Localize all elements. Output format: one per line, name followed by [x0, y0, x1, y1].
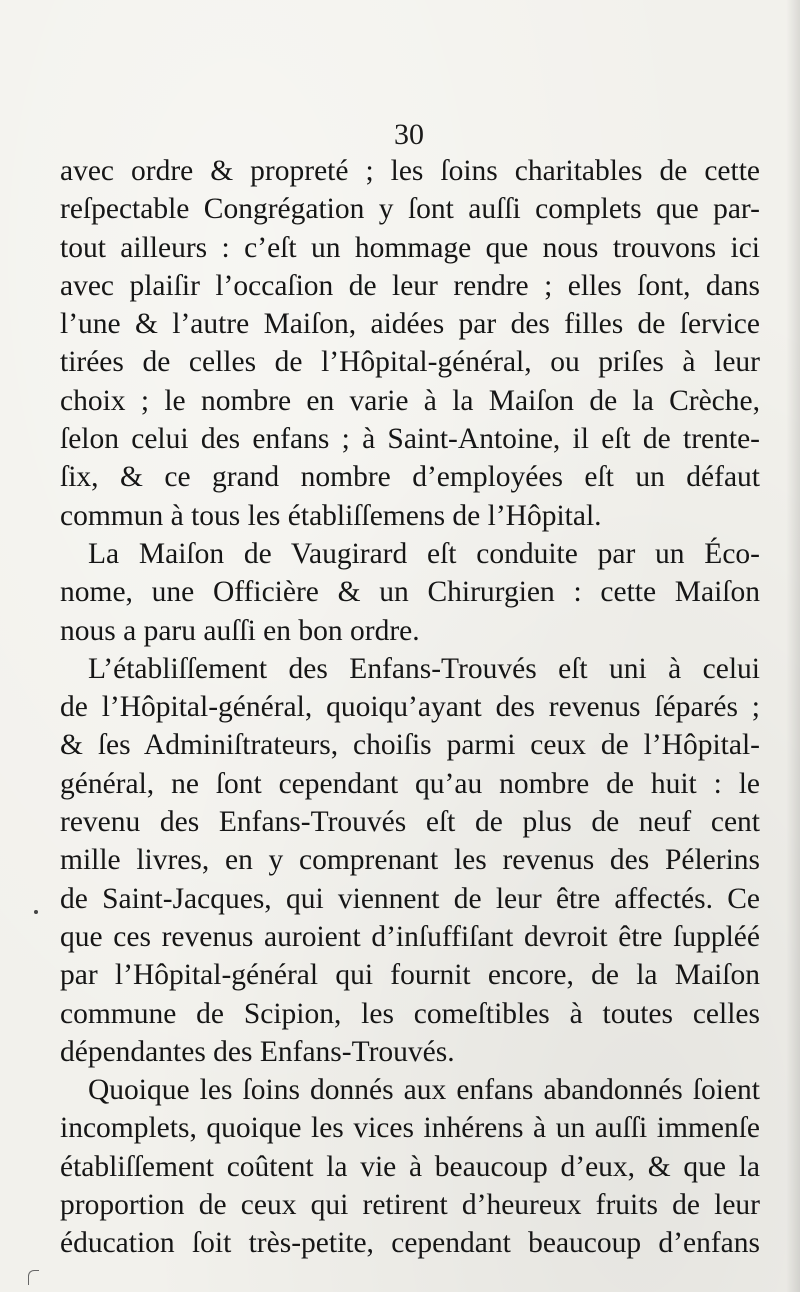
text-line: revenu des Enfans-Trouvés eſt de plus de neuf cent — [60, 806, 760, 839]
paragraph-1 — [60, 152, 760, 535]
body-text — [60, 152, 760, 1263]
text-line: nome, une Officière & un Chirurgien : cette Maiſon — [60, 576, 760, 609]
paragraph-3 — [60, 650, 760, 1071]
text-line: de Saint-Jacques, qui viennent de leur être affectés. Ce — [60, 882, 760, 915]
text-line: dépendantes des Enfans-Trouvés. — [60, 1035, 455, 1068]
text-line: proportion de ceux qui retirent d’heureux fruits de leur — [60, 1189, 760, 1222]
text-line: tirées de celles de l’Hôpital-général, ou priſes à leur — [60, 346, 760, 379]
text-line: choix ; le nombre en varie à la Maiſon de la Crèche, — [60, 384, 760, 417]
text-line: avec ordre & propreté ; les ſoins charitables de cette — [60, 155, 760, 187]
text-line: commune de Scipion, les comeſtibles à toutes celles — [60, 997, 760, 1030]
text-line: ſelon celui des enfans ; à Saint-Antoine, il eſt de trente- — [60, 423, 760, 456]
page-number: 30 — [394, 118, 424, 151]
text-line: ſix, & ce grand nombre d’employées eſt un défaut — [60, 461, 760, 494]
text-line: général, ne ſont cependant qu’au nombre de huit : le — [60, 767, 760, 800]
text-line: Quoique les ſoins donnés aux enfans abandonnés ſoient — [88, 1074, 760, 1107]
text-line: de l’Hôpital-général, quoiqu’ayant des revenus ſéparés ; — [60, 691, 760, 724]
text-line: tout ailleurs : c’eſt un hommage que nous trouvons ici — [60, 231, 760, 264]
text-line: commun à tous les établiſſemens de l’Hôpital. — [60, 499, 602, 532]
text-line: l’une & l’autre Maiſon, aidées par des filles de ſervice — [60, 308, 760, 341]
text-line: établiſſement coûtent la vie à beaucoup d’eux, & que la — [60, 1150, 760, 1183]
text-line: par l’Hôpital-général qui fournit encore, de la Maiſon — [60, 959, 760, 992]
text-line: avec plaiſir l’occaſion de leur rendre ; elles ſont, dans — [60, 269, 760, 302]
text-line: mille livres, en y comprenant les revenus des Pélerins — [60, 844, 760, 877]
text-line: nous a paru auſſi en bon ordre. — [60, 614, 420, 647]
page-corner-mark — [28, 1270, 39, 1285]
text-line: reſpectable Congrégation y ſont auſſi complets que par- — [60, 193, 760, 226]
ink-speck — [34, 910, 38, 914]
page-edge-shadow — [786, 0, 800, 1292]
text-line: & ſes Adminiſtrateurs, choiſis parmi ceux de l’Hôpital- — [60, 729, 760, 762]
text-line: éducation ſoit très-petite, cependant beaucoup d’enfans — [60, 1227, 760, 1260]
text-line: La Maiſon de Vaugirard eſt conduite par un Éco- — [88, 537, 760, 570]
paragraph-2 — [60, 535, 760, 650]
text-line: L’établiſſement des Enfans-Trouvés eſt uni à celui — [88, 652, 760, 685]
paragraph-4 — [60, 1071, 760, 1262]
text-line: incomplets, quoique les vices inhérens à un auſſi immenſe — [60, 1112, 760, 1145]
text-line: que ces revenus auroient d’inſuffiſant devroit être ſuppléé — [60, 920, 760, 953]
